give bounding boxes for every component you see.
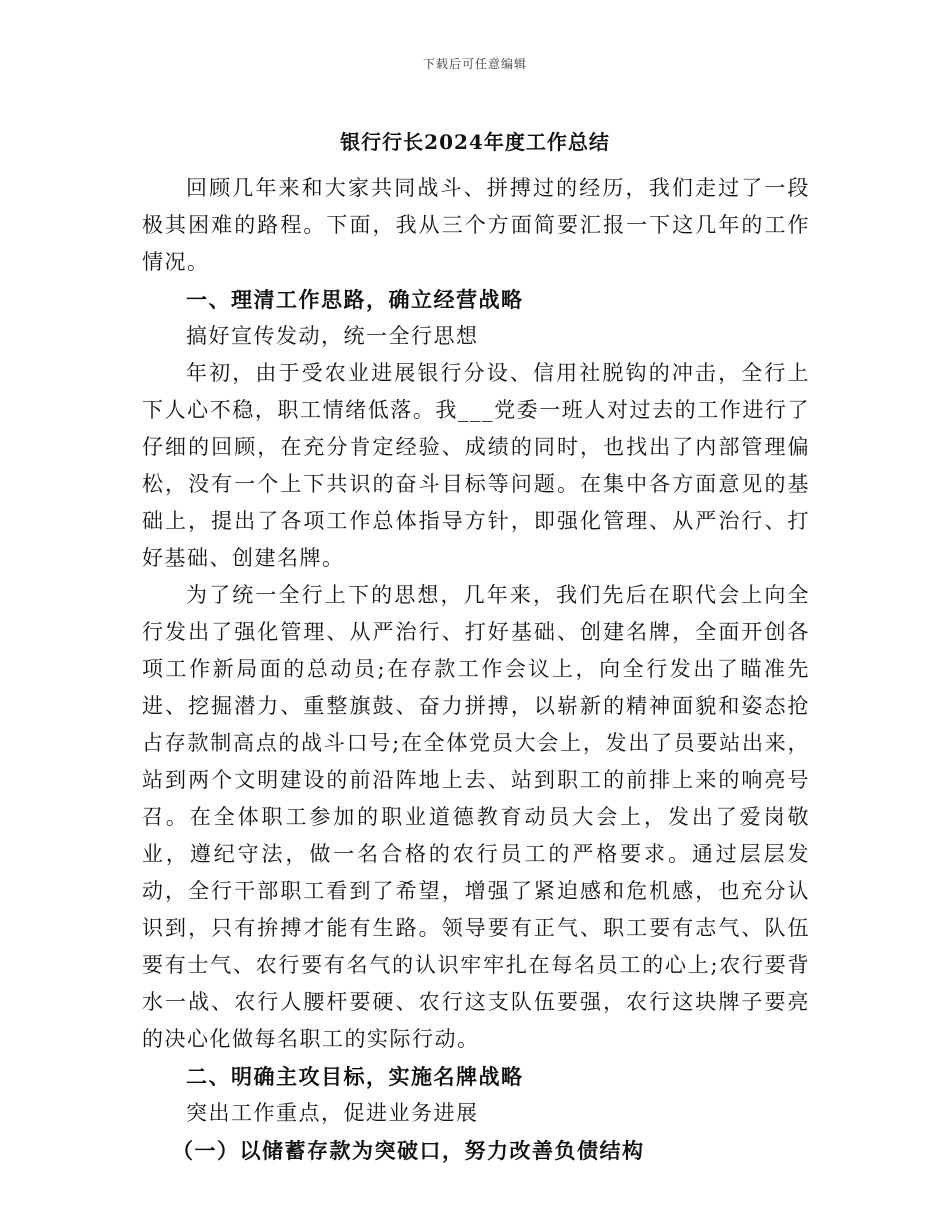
document-body (142, 170, 810, 1169)
subheading-1: 搞好宣传发动，统一全行思想 (186, 324, 479, 348)
document-title: 银行行长2024年度工作总结 (340, 130, 610, 154)
subsection-heading-1: （一）以储蓄存款为突破口，努力改善负债结构 (172, 1138, 645, 1163)
section-heading-1: 一、理清工作思路，确立经营战略 (186, 287, 524, 312)
body-paragraph-1: 年初，由于受农业进展银行分设、信用社脱钩的冲击，全行上下人心不稳，职工情绪低落。我___党委一班人对过去的工作进行了仔细的回顾，在充分肯定经验、成绩的同时，也找出了内部管理偏松，没有一个上下共识的奋斗目标等问题。在集中各方面意见的基础上，提出了各项工作总体指导方针，即强化管理、从严治行、打好基础、创建名牌。 (142, 361, 810, 570)
section-heading-2: 二、明确主攻目标，实施名牌战略 (186, 1064, 524, 1089)
body-paragraph-2: 为了统一全行上下的思想，几年来，我们先后在职代会上向全行发出了强化管理、从严治行、打好基础、创建名牌，全面开创各项工作新局面的总动员;在存款工作会议上，向全行发出了瞄准先进、挖掘潜力、重整旗鼓、奋力拼搏，以崭新的精神面貌和姿态抢占存款制高点的战斗口号;在全体党员大会上，发出了员要站出来，站到两个文明建设的前沿阵地上去、站到职工的前排上来的响亮号召。在全体职工参加的职业道德教育动员大会上，发出了爱岗敬业，遵纪守法，做一名合格的农行员工的严格要求。通过层层发动，全行干部职工看到了希望，增强了紧迫感和危机感，也充分认识到，只有拚搏才能有生路。领导要有正气、职工要有志气、队伍要有士气、农行要有名气的认识牢牢扎在每名员工的心上;农行要背水一战、农行人腰杆要硬、农行这支队伍要强，农行这块牌子要亮的决心化做每名职工的实际行动。 (142, 583, 810, 1051)
intro-paragraph: 回顾几年来和大家共同战斗、拼搏过的经历，我们走过了一段极其困难的路程。下面，我从三个方面简要汇报一下这几年的工作情况。 (142, 176, 810, 274)
subheading-2: 突出工作重点，促进业务进展 (186, 1101, 479, 1125)
page-header-note: 下载后可任意编辑 (422, 57, 527, 71)
